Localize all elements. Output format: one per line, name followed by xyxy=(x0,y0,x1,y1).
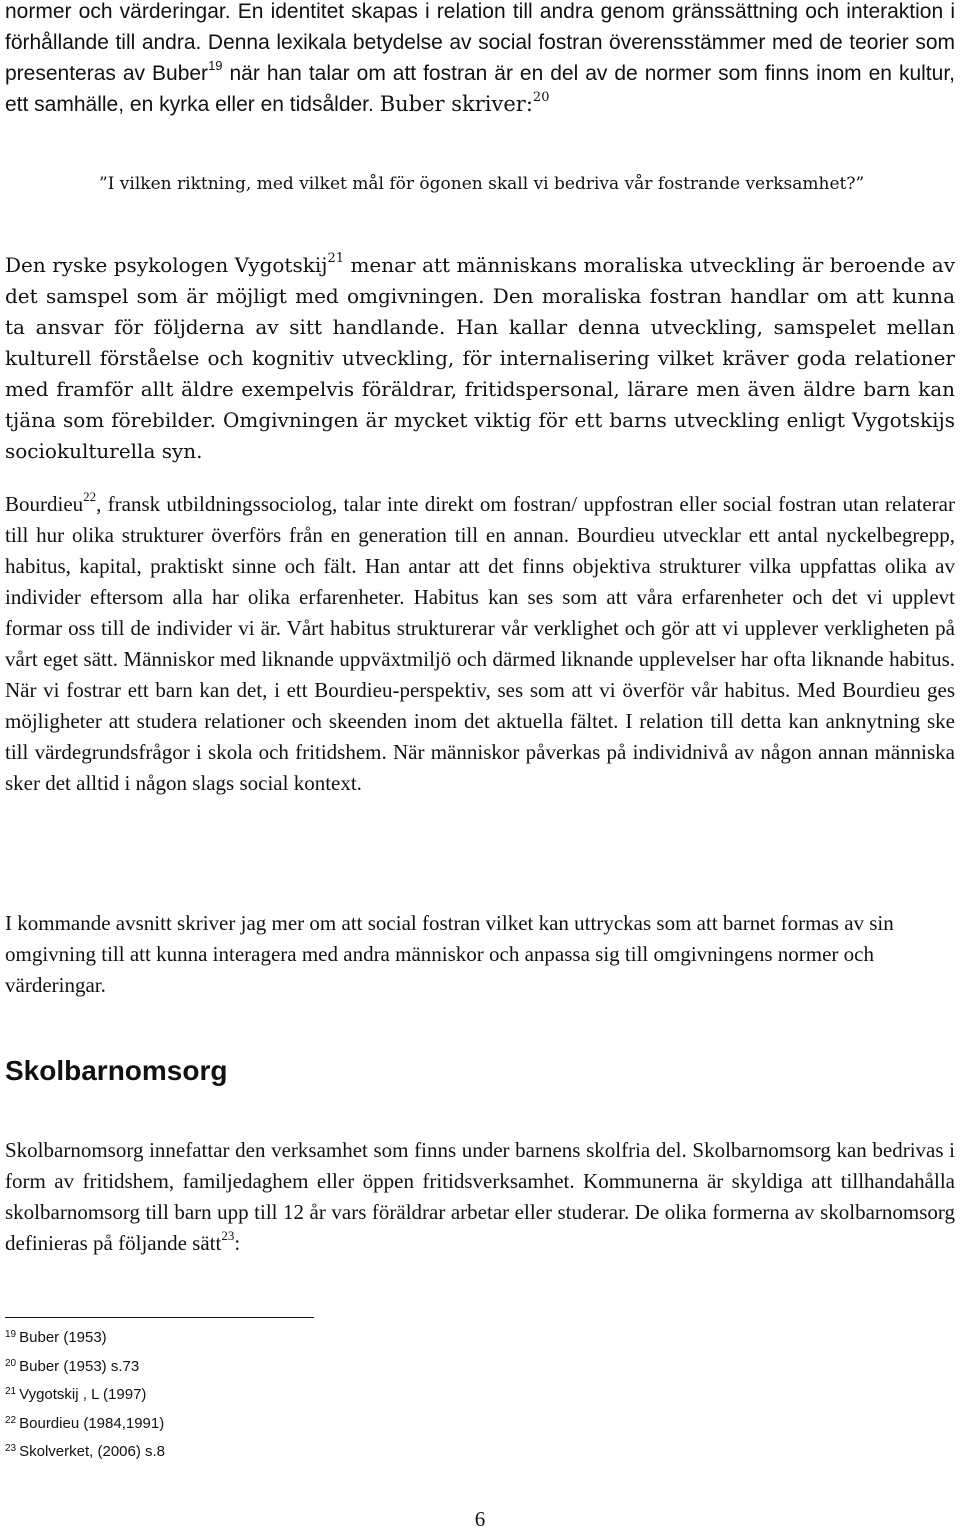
footnote-ref-23[interactable]: 23 xyxy=(221,1228,235,1243)
paragraph-skolbarnomsorg: Skolbarnomsorg innefattar den verksamhet som finns under barnens skolfria del. Skolbarnomsorg kan bedrivas i form av fritidshem, familjedaghem eller öppen fritidsverksamhet. Kommunerna är skyldiga att tillhandahålla skolbarnomsorg till barn upp till 12 år vars föräldrar arbetar eller studerar. De olika formerna av skolbarnomsorg definieras på följande sätt$^{23}$: xyxy=(5,1138,955,1255)
footnote-ref-22[interactable]: 22 xyxy=(83,489,97,504)
footnote-item: $^{21}$ Vygotskij , L (1997) xyxy=(5,1386,147,1403)
footnote-item: $^{20}$ Buber (1953) s.73 xyxy=(5,1357,140,1375)
paragraph-kommande-avsnitt: I kommande avsnitt skriver jag mer om att social fostran vilket kan uttryckas som att barnet formas av sin omgivning till att kunna interagera med andra människor och anpassa sig till omgivningens normer och värderingar. xyxy=(5,911,894,997)
paragraph-buber: normer och värderingar. En identitet skapas i relation till andra genom gränssättning och interaktion i förhållande till andra. Denna lexikala betydelse av social fostran överensstämmer med de teorier som presenteras av Buber$^{19}$ när han talar om att fostran är en del av de normer som finns inom en kultur, ett samhälle, en kyrka eller en tidsålder. Buber skriver:$^{20}$ xyxy=(5,0,955,116)
footnote-item: $^{19}$ Buber (1953) xyxy=(5,1329,107,1346)
footnote-ref-19[interactable]: 19 xyxy=(208,58,223,73)
section-heading: Skolbarnomsorg xyxy=(5,1055,228,1086)
footnote-ref-21[interactable]: 21 xyxy=(327,251,344,267)
footnote-divider xyxy=(5,1317,314,1318)
paragraph-vygotskij: Den ryske psykologen Vygotskij$^{21}$ menar att människans moraliska utveckling är beroende av det samspel som är möjligt med omgivningen. Den moraliska fostran handlar om att kunna ta ansvar för följderna av sitt handlande. Han kallar denna utveckling, samspelet mellan kulturell förståelse och kognitiv utveckling, för internalisering vilket kräver goda relationer med framför allt äldre exempelvis föräldrar, fritidspersonal, lärare men även äldre barn kan tjäna som förebilder. Omgivningen är mycket viktig för ett barns utveckling enligt Vygotskijs sociokulturella syn. xyxy=(5,251,955,463)
footnote-ref-20[interactable]: 20 xyxy=(532,90,550,105)
page-number: 6 xyxy=(474,1507,486,1531)
paragraph-bourdieu: Bourdieu$^{22}$, fransk utbildningssociolog, talar inte direkt om fostran/ uppfostran eller social fostran utan relaterar till hur olika strukturer överförs från en generation till en annan. Bourdieu utvecklar ett antal nyckelbegrepp, habitus, kapital, praktiskt sinne och fält. Han antar att det finns objektiva strukturer vilka uppfattas olika av individer eftersom alla har olika erfarenheter. Habitus kan ses som att våra erfarenheter och det vi upplevt formar oss till de individer vi är. Vårt habitus strukturerar vår verklighet och gör att vi upplever verkligheten på vårt eget sätt. Människor med liknande uppväxtmiljö och därmed liknande upplevelser har ofta liknande habitus. När vi fostrar ett barn kan det, i ett Bourdieu-perspektiv, ses som att vi överför vår habitus. Med Bourdieu ges möjligheter att studera relationer och skeenden inom det aktuella fältet. I relation till detta kan anknytning ske till värdegrundsfrågor i skola och fritidshem. När människor påverkas på individnivå av någon annan människa sker det alltid i någon slags social kontext. xyxy=(5,489,955,795)
footnote-item: $^{22}$ Bourdieu (1984,1991) xyxy=(5,1414,165,1432)
footnote-list xyxy=(5,1321,505,1464)
block-quote: ”I vilken riktning, med vilket mål för ögonen skall vi bedriva vår fostrande verksamhet?” xyxy=(99,174,865,194)
footnote-item: $^{23}$ Skolverket, (2006) s.8 xyxy=(5,1443,166,1460)
